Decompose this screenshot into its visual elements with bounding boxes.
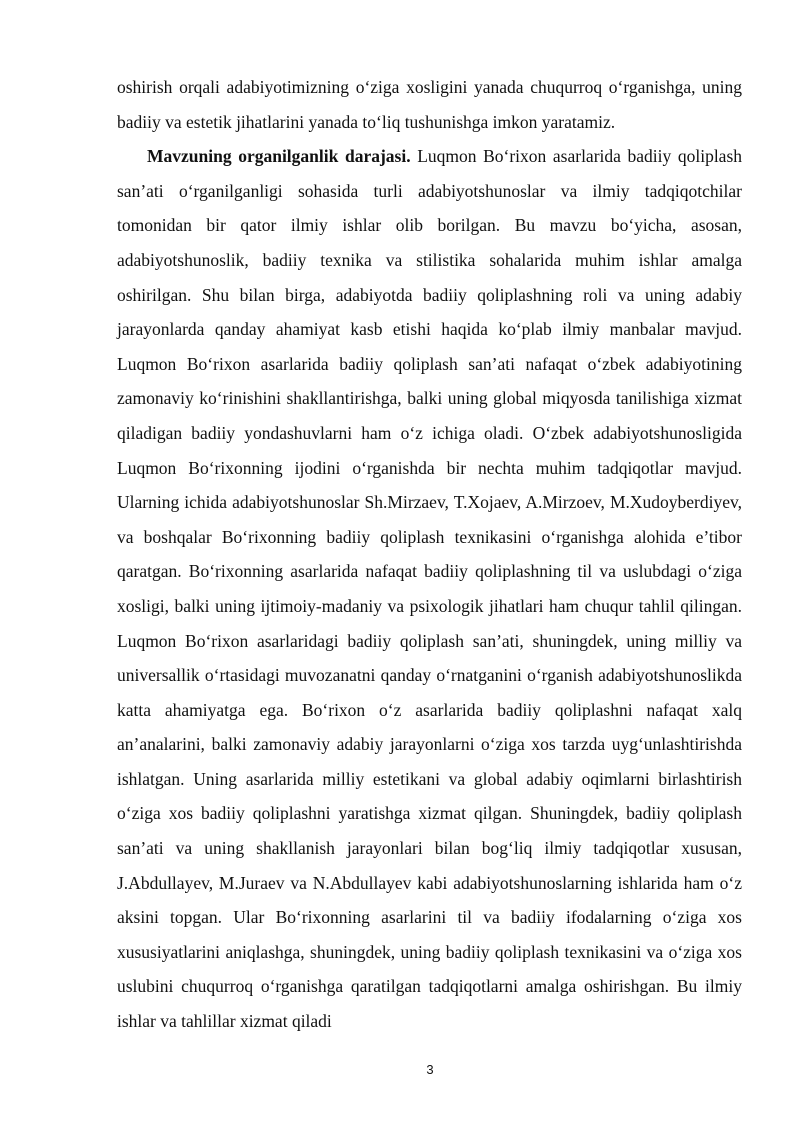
- continuation-paragraph: oshirish orqali adabiyotimizning o‘ziga xosligini yanada chuqurroq o‘rganishga, uning badiiy va estetik jihatlarini yanada to‘liq tushunishga imkon yaratamiz.: [117, 77, 742, 132]
- section-body: Luqmon Bo‘rixon asarlarida badiiy qoliplash san’ati o‘rganilganligi sohasida turli adabiyotshunoslar va ilmiy tadqiqotchilar tomonidan bir qator ilmiy ishlar olib borilgan. Bu mavzu bo‘yicha, asosan, adabiyotshunoslik, badiiy texnika va stilistika sohalarida muhim ishlar amalga oshirilgan. Shu bilan birga, adabiyotda badiiy qoliplashning roli va uning adabiy jarayonlarda qanday ahamiyat kasb etishi haqida ko‘plab ilmiy manbalar mavjud. Luqmon Bo‘rixon asarlarida badiiy qoliplash san’ati nafaqat o‘zbek adabiyotining zamonaviy ko‘rinishini shakllantirishga, balki uning global miqyosda tanilishiga xizmat qiladigan badiiy yondashuvlarni ham o‘z ichiga oladi. O‘zbek adabiyotshunosligida Luqmon Bo‘rixonning ijodini o‘rganishda bir nechta muhim tadqiqotlar mavjud. Ularning ichida adabiyotshunoslar Sh.Mirzaev, T.Xojaev, A.Mirzoev, M.Xudoyberdiyev, va boshqalar Bo‘rixonning badiiy qoliplash texnikasini o‘rganishga alohida e’tibor qaratgan. Bo‘rixonning asarlarida nafaqat badiiy qoliplashning til va uslubdagi o‘ziga xosligi, balki uning ijtimoiy-madaniy va psixologik jihatlari ham chuqur tahlil qilingan. Luqmon Bo‘rixon asarlaridagi badiiy qoliplash san’ati, shuningdek, uning milliy va universallik o‘rtasidagi muvozanatni qanday o‘rnatganini o‘rganish adabiyotshunoslikda katta ahamiyatga ega. Bo‘rixon o‘z asarlarida badiiy qoliplashni nafaqat xalq an’analarini, balki zamonaviy adabiy jarayonlarni o‘ziga xos tarzda uyg‘unlashtirishda ishlatgan. Uning asarlarida milliy estetikani va global adabiy oqimlarni birlashtirish o‘ziga xos badiiy qoliplashni yaratishga xizmat qilgan. Shuningdek, badiiy qoliplash san’ati va uning shakllanish jarayonlari bilan bog‘liq ilmiy tadqiqotlar xususan, J.Abdullayev, M.Juraev va N.Abdullayev kabi adabiyotshunoslarning ishlarida ham o‘z aksini topgan. Ular Bo‘rixonning asarlarini til va badiiy ifodalarning o‘ziga xos xususiyatlarini aniqlashga, shuningdek, uning badiiy qoliplash texnikasini va o‘ziga xos uslubini chuqurroq o‘rganishga qaratilgan tadqiqotlarni amalga oshirishgan. Bu ilmiy ishlar va tahlillar xizmat qiladi: [117, 146, 743, 1032]
- section-heading: Mavzuning organilganlik darajasi.: [147, 146, 411, 167]
- document-page: [117, 70, 742, 1039]
- page-number: 3: [426, 1062, 434, 1077]
- section-paragraph: [117, 139, 742, 1038]
